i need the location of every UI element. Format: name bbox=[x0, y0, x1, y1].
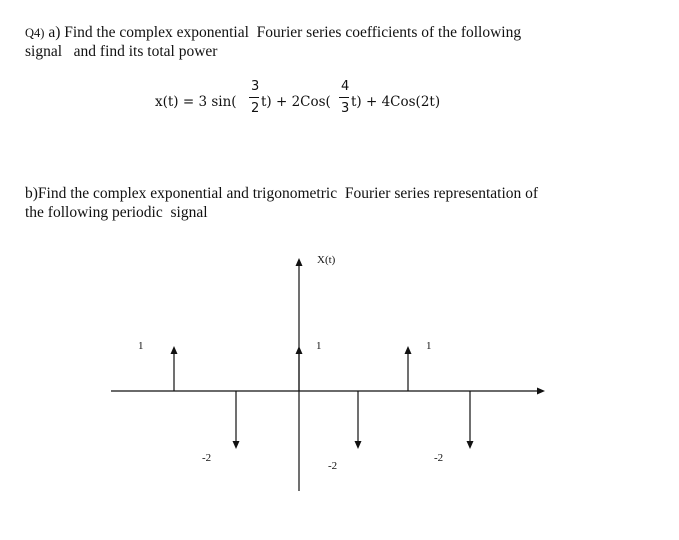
part-a-line-2: signal and find its total power bbox=[25, 43, 218, 60]
impulse-label: -2 bbox=[434, 452, 444, 464]
fraction-1-numerator: 3 bbox=[251, 79, 260, 94]
impulse-arrowhead bbox=[171, 346, 178, 354]
impulse-arrowhead bbox=[233, 441, 240, 449]
fraction-1-denominator: 2 bbox=[251, 101, 260, 116]
y-axis-label: X(t) bbox=[317, 254, 336, 266]
equation-lhs: x(t) = 3 sin( bbox=[155, 94, 237, 110]
impulse-arrowhead bbox=[467, 441, 474, 449]
impulse-group bbox=[138, 340, 474, 472]
impulse-label: -2 bbox=[328, 460, 338, 472]
fraction-2-denominator: 3 bbox=[341, 101, 350, 116]
part-b-line-2: the following periodic signal bbox=[25, 204, 208, 221]
impulse-label: 1 bbox=[316, 340, 322, 352]
x-axis-arrow bbox=[537, 388, 545, 395]
impulse-label: 1 bbox=[138, 340, 144, 352]
question-number: Q4) bbox=[25, 26, 45, 40]
fraction-2-numerator: 4 bbox=[341, 79, 350, 94]
impulse-arrowhead bbox=[355, 441, 362, 449]
y-axis-arrow bbox=[296, 258, 303, 266]
impulse-arrowhead bbox=[405, 346, 412, 354]
part-b-line-1: b)Find the complex exponential and trigonometric Fourier series representation of bbox=[25, 185, 539, 202]
part-a-text-1: a) Find the complex exponential Fourier series coefficients of the following bbox=[44, 24, 522, 41]
equation-rhs: t) + 4Cos(2t) bbox=[351, 94, 441, 110]
impulse-label: -2 bbox=[202, 452, 212, 464]
impulse-label: 1 bbox=[426, 340, 432, 352]
impulse-arrowhead bbox=[296, 346, 303, 354]
equation-middle: t) + 2Cos( bbox=[261, 94, 331, 110]
